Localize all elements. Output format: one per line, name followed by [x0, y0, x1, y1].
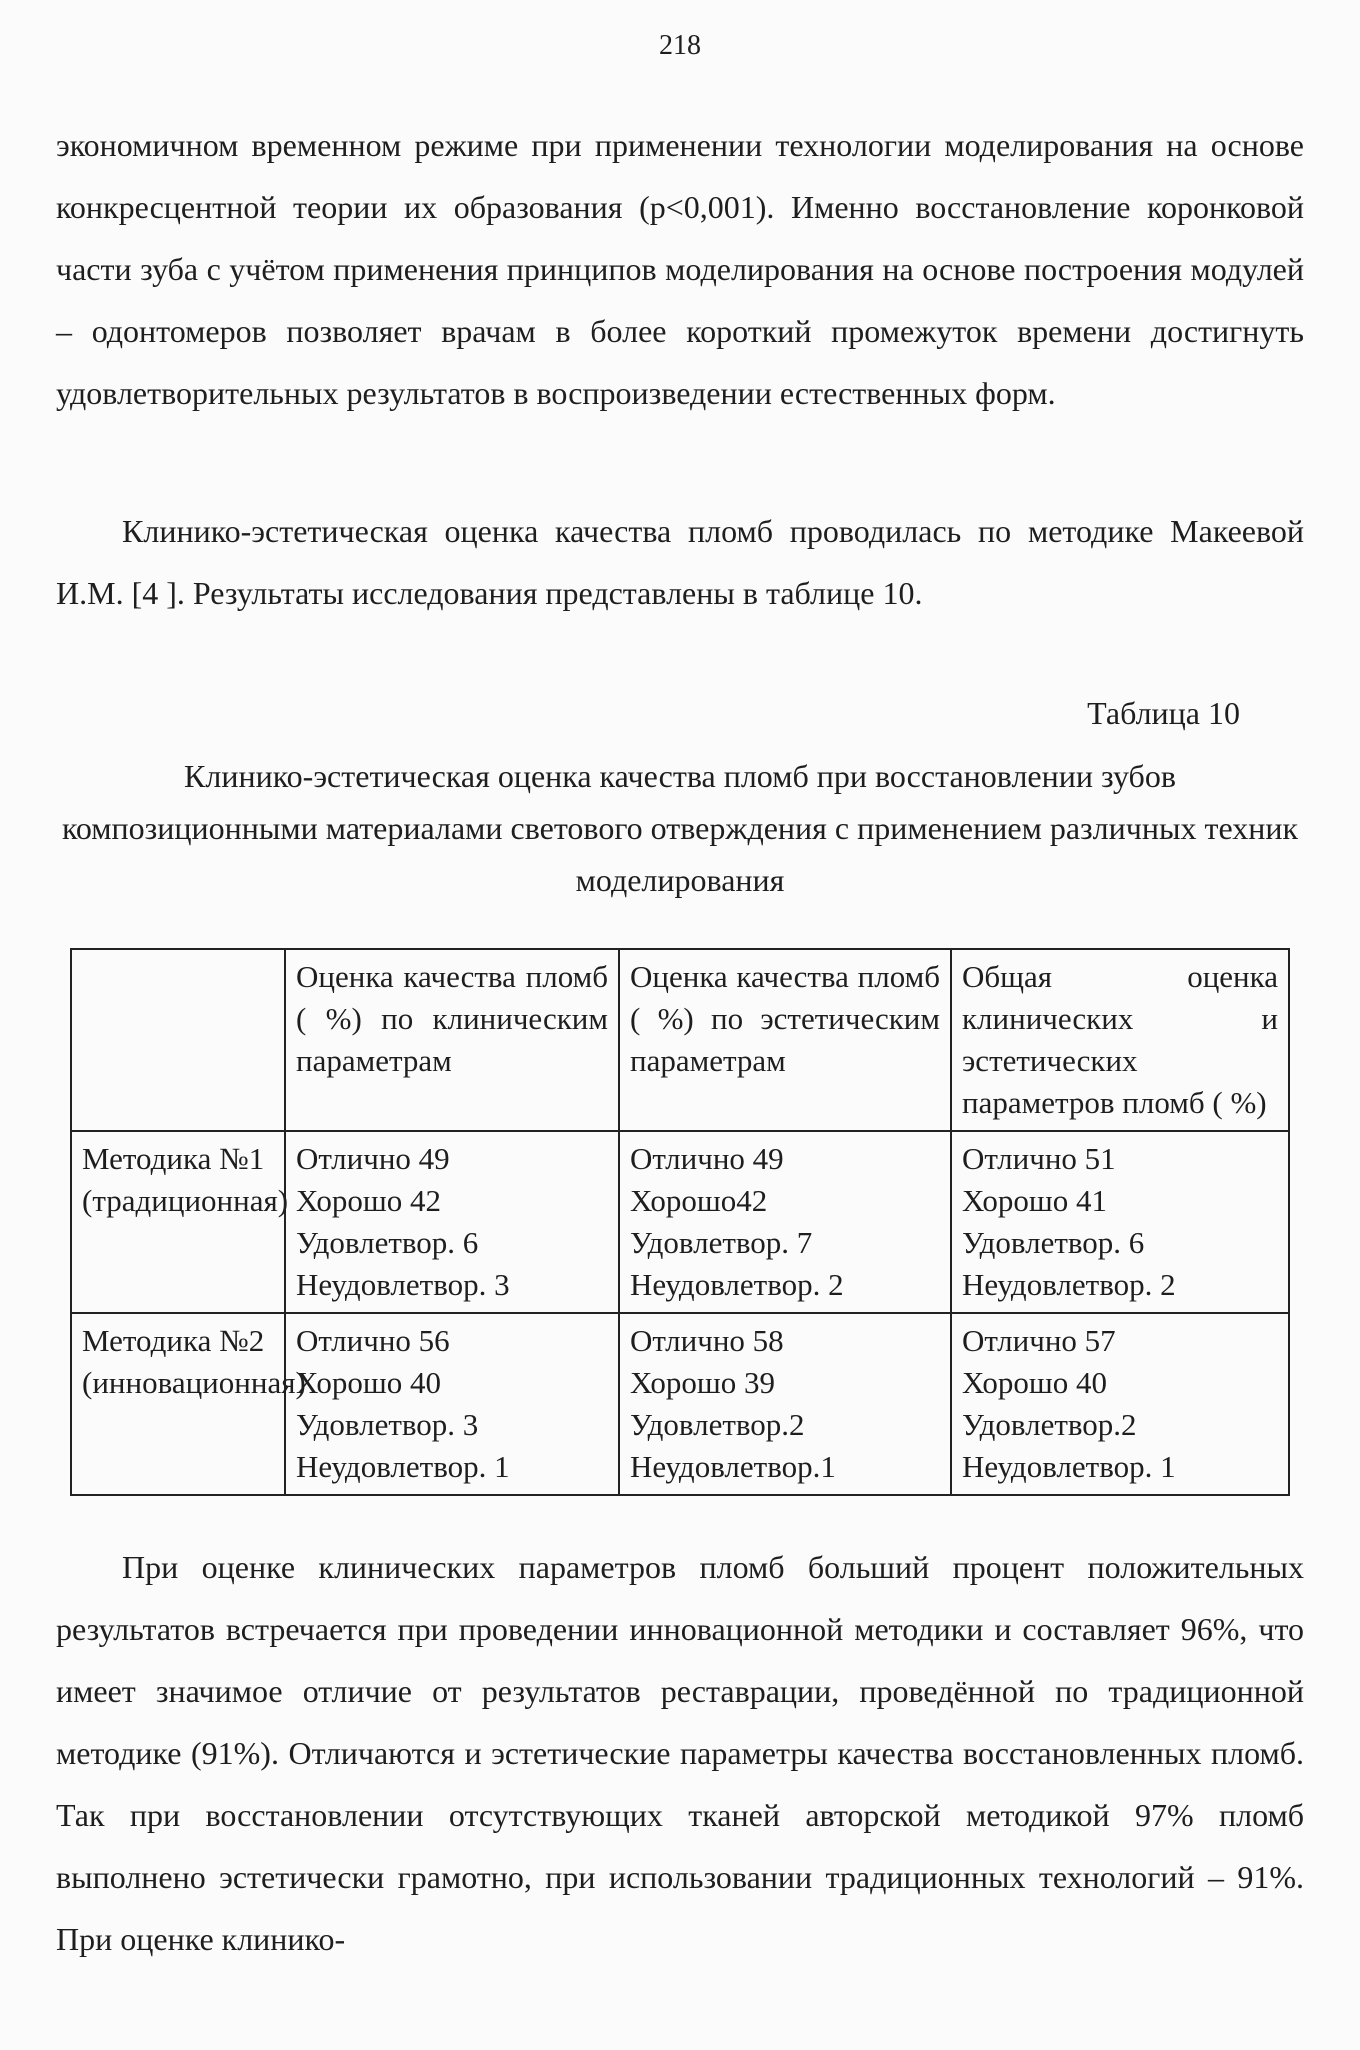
- cell-line: Удовлетвор.2: [962, 1407, 1137, 1442]
- cell-line: Удовлетвор. 6: [296, 1225, 479, 1260]
- cell-line: Неудовлетвор. 1: [962, 1449, 1176, 1484]
- table-header-row: [71, 949, 1289, 1131]
- cell-line: Неудовлетвор. 2: [962, 1267, 1176, 1302]
- cell-line: Хорошо42: [630, 1183, 768, 1218]
- cell-line: Отлично 58: [630, 1323, 784, 1358]
- cell-line: Хорошо 40: [296, 1365, 442, 1400]
- cell-line: Неудовлетвор.1: [630, 1449, 836, 1484]
- aesthetic-cell: [619, 1131, 951, 1313]
- cell-line: Неудовлетвор. 3: [296, 1267, 510, 1302]
- cell-line: Отлично 57: [962, 1323, 1116, 1358]
- cell-line: Хорошо 39: [630, 1365, 776, 1400]
- page-number: 218: [659, 30, 701, 61]
- cell-line: Удовлетвор. 7: [630, 1225, 813, 1260]
- table-row: [71, 1131, 1289, 1313]
- header-empty: [71, 949, 285, 1131]
- paragraph-1: экономичном временном режиме при применении технологии моделирования на основе конкресцентной теории их образования (р<0,001). Именно восстановление коронковой части зуба с учётом применения принципов моделирования на основе построения модулей – одонтомеров позволяет врачам в более короткий промежуток времени достигнуть удовлетворительных результатов в воспроизведении естественных форм.: [56, 127, 1304, 411]
- cell-line: Отлично 49: [630, 1141, 784, 1176]
- method-cell: Методика №2 (инновационная): [71, 1313, 285, 1495]
- header-clinical: Оценка качества пломб ( %) по клиническим параметрам: [285, 949, 619, 1131]
- aesthetic-cell: [619, 1313, 951, 1495]
- table-title: Клинико-эстетическая оценка качества пломб при восстановлении зубов композиционными материалами светового отверждения с применением различных техник моделирования: [61, 758, 1299, 898]
- cell-line: Отлично 51: [962, 1141, 1116, 1176]
- overall-cell: [951, 1131, 1289, 1313]
- cell-line: Неудовлетвор. 2: [630, 1267, 844, 1302]
- clinical-cell: [285, 1131, 619, 1313]
- method-cell: Методика №1 (традиционная): [71, 1131, 285, 1313]
- results-table: [70, 948, 1290, 1496]
- cell-line: Удовлетвор.2: [630, 1407, 805, 1442]
- cell-line: Отлично 49: [296, 1141, 450, 1176]
- cell-line: Отлично 56: [296, 1323, 450, 1358]
- overall-cell: [951, 1313, 1289, 1495]
- clinical-cell: [285, 1313, 619, 1495]
- cell-line: Хорошо 41: [962, 1183, 1108, 1218]
- table-label: Таблица 10: [1087, 695, 1240, 731]
- paragraph-3: При оценке клинических параметров пломб больший процент положительных результатов встречается при проведении инновационной методики и составляет 96%, что имеет значимое отличие от результатов реставрации, проведённой по традиционной методике (91%). Отличаются и эстетические параметры качества восстановленных пломб. Так при восстановлении отсутствующих тканей авторской методикой 97% пломб выполнено эстетически грамотно, при использовании традиционных технологий – 91%. При оценке клинико-: [56, 1549, 1304, 1957]
- cell-line: Хорошо 42: [296, 1183, 442, 1218]
- cell-line: Удовлетвор. 6: [962, 1225, 1145, 1260]
- header-overall: Общая оценка клинических и эстетических параметров пломб ( %): [951, 949, 1289, 1131]
- cell-line: Неудовлетвор. 1: [296, 1449, 510, 1484]
- table-row: [71, 1313, 1289, 1495]
- header-aesthetic: Оценка качества пломб ( %) по эстетическим параметрам: [619, 949, 951, 1131]
- cell-line: Хорошо 40: [962, 1365, 1108, 1400]
- paragraph-2: Клинико-эстетическая оценка качества пломб проводилась по методике Макеевой И.М. [4 ]. Результаты исследования представлены в таблице 10.: [56, 513, 1304, 611]
- cell-line: Удовлетвор. 3: [296, 1407, 479, 1442]
